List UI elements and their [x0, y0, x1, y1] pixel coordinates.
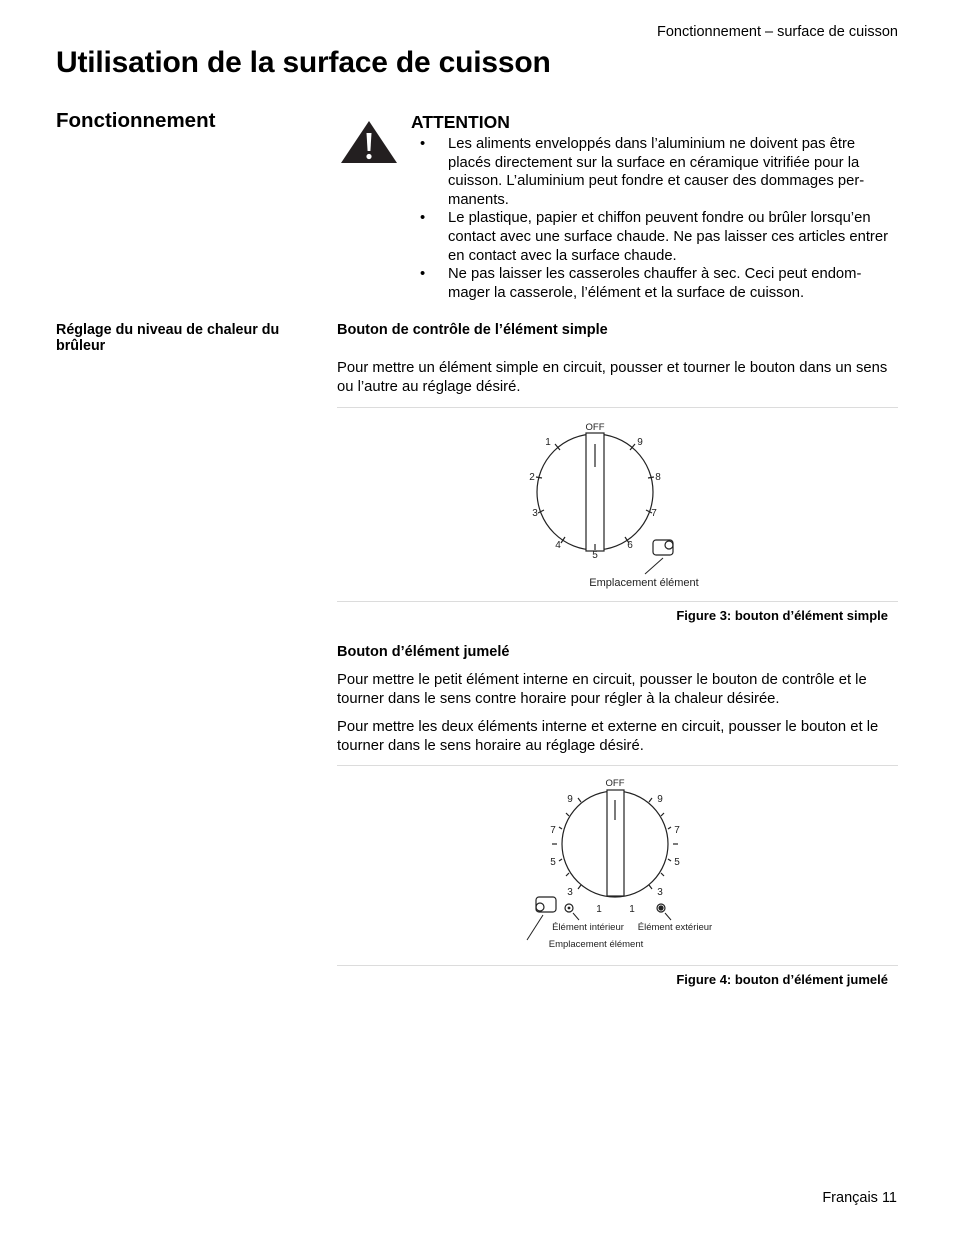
knob-tick-label: 8	[655, 472, 661, 483]
knob-tick-label: 7	[651, 508, 657, 519]
page-title: Utilisation de la surface de cuisson	[56, 46, 551, 79]
list-item	[420, 209, 900, 265]
attention-item-text: Le plastique, papier et chiffon peuvent fondre ou brûler lorsqu’en contact avec une surface chaude. Ne pas laisser ces articles entrer en contact avec la surface chaude.	[448, 210, 889, 264]
attention-item-text: Ne pas laisser les casseroles chauffer à sec. Ceci peut endom-mager la casserole, l’élément et la surface de cuisson.	[448, 266, 862, 301]
simple-element-text: Pour mettre un élément simple en circuit, pousser et tourner le bouton dans un sens ou l’autre au réglage désiré.	[337, 360, 888, 395]
knob-right-label: 3	[657, 887, 663, 898]
dual-element-text-2: Pour mettre les deux éléments interne et externe en circuit, pousser le bouton et le tourner dans le sens horaire au réglage désiré.	[337, 719, 879, 754]
bullet: •	[420, 136, 426, 152]
knob-right-label: 9	[657, 794, 663, 805]
bullet: •	[420, 266, 426, 283]
knob-right-label: 1	[629, 904, 635, 915]
knob-tick-label: 4	[555, 540, 561, 551]
divider	[337, 965, 898, 966]
element-location-icon	[653, 540, 673, 555]
knob-left-label: 9	[567, 794, 573, 805]
knob-tick-label: 6	[627, 540, 633, 551]
knob-left-label: 7	[550, 825, 556, 836]
knob-off-label: OFF	[605, 778, 625, 789]
dual-knob-figure	[337, 770, 898, 960]
knob-off-label: OFF	[585, 422, 605, 433]
element-location-label: Emplacement élément	[548, 939, 644, 950]
attention-title: ATTENTION	[411, 112, 510, 132]
attention-list	[420, 135, 900, 302]
dual-element-text-1: Pour mettre le petit élément interne en circuit, pousser le bouton de contrôle et le tourner dans le sens contre horaire pour régler à la chaleur désirée.	[337, 672, 867, 707]
element-location-label: Emplacement élément	[589, 577, 699, 589]
element-location-icon	[536, 897, 556, 912]
knob-right-label: 7	[674, 825, 680, 836]
divider	[337, 601, 898, 602]
page-footer: Français 11	[822, 1190, 897, 1206]
knob-right-label: 5	[674, 857, 680, 868]
section-title: Fonctionnement	[56, 109, 216, 132]
attention-item-text: Les aliments enveloppés dans l’aluminium ne doivent pas être placés directement sur la surface en céramique vitrifiée pour la cuisson. L’aluminium peut fondre et causer des dommages per-manents.	[448, 136, 865, 208]
divider	[337, 407, 898, 408]
simple-knob-figure	[337, 412, 898, 597]
knob-left-label: 1	[596, 904, 602, 915]
list-item	[420, 135, 900, 209]
outer-element-label: Élément extérieur	[637, 922, 713, 933]
figure-4-caption: Figure 4: bouton d’élément jumelé	[676, 972, 888, 987]
knob-left-label: 3	[567, 887, 573, 898]
knob-tick-label: 2	[529, 472, 535, 483]
knob-tick-label: 3	[532, 508, 538, 519]
bullet: •	[420, 210, 426, 227]
figure-3-caption: Figure 3: bouton d’élément simple	[676, 608, 888, 623]
simple-element-heading: Bouton de contrôle de l’élément simple	[337, 322, 608, 338]
dual-element-heading: Bouton d’élément jumelé	[337, 644, 510, 660]
running-header: Fonctionnement – surface de cuisson	[657, 24, 898, 40]
divider	[337, 765, 898, 766]
inner-element-label: Élément intérieur	[552, 922, 624, 933]
knob-tick-label: 9	[637, 437, 643, 448]
side-heading: Réglage du niveau de chaleur du brûleur	[56, 322, 280, 354]
knob-tick-label: 1	[545, 437, 551, 448]
knob-tick-label: 5	[592, 550, 598, 561]
knob-left-label: 5	[550, 857, 556, 868]
list-item	[420, 265, 900, 302]
warning-triangle-icon	[340, 120, 398, 164]
